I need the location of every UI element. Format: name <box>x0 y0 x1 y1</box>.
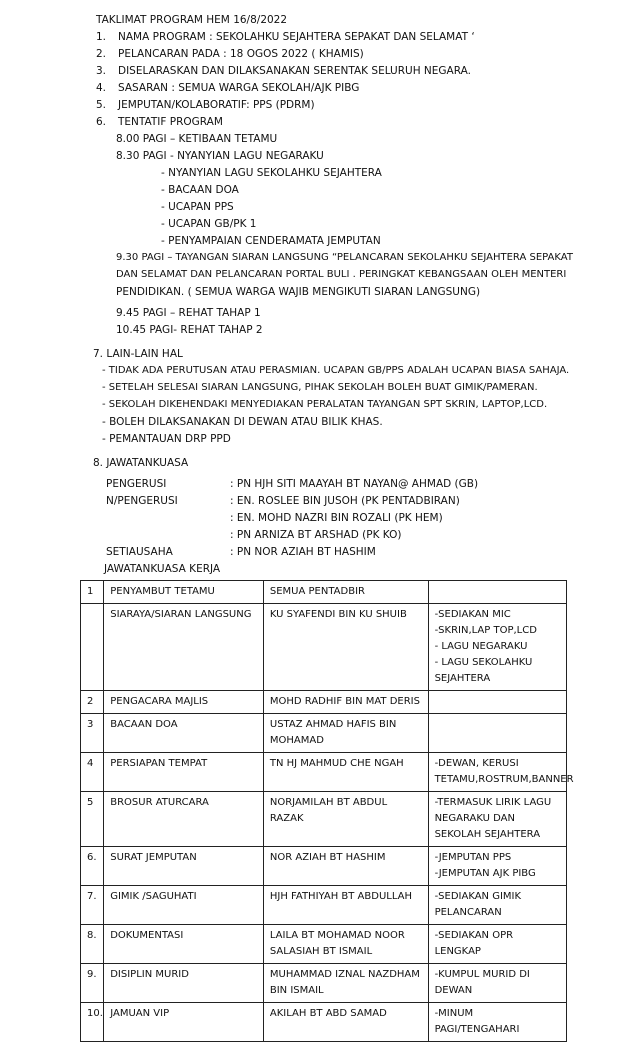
table-row <box>81 691 567 714</box>
note-line: -DEWAN, KERUSI TETAMU,ROSTRUM,BANNER <box>434 758 574 785</box>
row-number: 5 <box>81 792 104 847</box>
person-cell: KU SYAFENDI BIN KU SHUIB <box>263 604 428 691</box>
list-text: JEMPUTAN/KOLABORATIF: PPS (PDRM) <box>118 99 315 111</box>
row-number: 6. <box>81 847 104 886</box>
task-cell: PERSIAPAN TEMPAT <box>104 753 264 792</box>
tentatif-line: 9.45 PAGI – REHAT TAHAP 1 <box>116 307 261 319</box>
section-heading: 7. LAIN-LAIN HAL <box>93 348 183 360</box>
task-cell: BROSUR ATURCARA <box>104 792 264 847</box>
list-number: 4. <box>96 82 107 94</box>
section-heading: 8. JAWATANKUASA <box>93 457 189 469</box>
row-number: 9. <box>81 964 104 1003</box>
notes-cell <box>428 925 566 964</box>
note-line: -KUMPUL MURID DI DEWAN <box>434 969 530 996</box>
row-number: 2 <box>81 691 104 714</box>
committee-table <box>80 580 574 1042</box>
committee-name: : PN ARNIZA BT ARSHAD (PK KO) <box>230 529 402 541</box>
note-line: -SEDIAKAN OPR LENGKAP <box>434 930 514 957</box>
table-row <box>81 581 567 604</box>
note-line: -SEDIAKAN MIC <box>434 609 511 620</box>
person-cell: HJH FATHIYAH BT ABDULLAH <box>263 886 428 925</box>
tentatif-line: - PENYAMPAIAN CENDERAMATA JEMPUTAN <box>161 235 381 247</box>
notes-cell <box>428 964 566 1003</box>
notes-cell <box>428 691 566 714</box>
table-row <box>81 604 567 691</box>
notes-cell <box>428 792 566 847</box>
tentatif-line: - NYANYIAN LAGU SEKOLAHKU SEJAHTERA <box>161 167 382 179</box>
lain-lain-line: - PEMANTAUAN DRP PPD <box>102 433 231 445</box>
list-item <box>96 81 359 95</box>
note-line: -JEMPUTAN AJK PIBG <box>434 868 536 879</box>
committee-name: : EN. ROSLEE BIN JUSOH (PK PENTADBIRAN) <box>230 495 460 507</box>
row-number: 10. <box>81 1003 104 1042</box>
row-number: 1 <box>81 581 104 604</box>
list-item <box>96 115 223 129</box>
person-cell: LAILA BT MOHAMAD NOOR SALASIAH BT ISMAIL <box>263 925 428 964</box>
list-item <box>96 98 315 112</box>
person-cell: MOHD RADHIF BIN MAT DERIS <box>263 691 428 714</box>
list-number: 2. <box>96 48 107 60</box>
committee-role: PENGERUSI <box>106 478 167 490</box>
notes-cell <box>428 753 574 792</box>
table-row <box>81 1003 567 1042</box>
note-line: -TERMASUK LIRIK LAGU NEGARAKU DAN SEKOLAH SEJAHTERA <box>434 797 552 840</box>
list-number: 5. <box>96 99 107 111</box>
person-cell: MUHAMMAD IZNAL NAZDHAM BIN ISMAIL <box>263 964 428 1003</box>
list-item <box>96 30 475 44</box>
tentatif-line: 8.30 PAGI - NYANYIAN LAGU NEGARAKU <box>116 150 324 162</box>
committee-name: : EN. MOHD NAZRI BIN ROZALI (PK HEM) <box>230 512 443 524</box>
tentatif-line: PENDIDIKAN. ( SEMUA WARGA WAJIB MENGIKUTI SIARAN LANGSUNG) <box>116 286 481 298</box>
task-cell: SIARAYA/SIARAN LANGSUNG <box>104 604 264 691</box>
note-line: - LAGU SEKOLAHKU SEJAHTERA <box>434 657 533 684</box>
list-number: 1. <box>96 31 107 43</box>
person-cell: NORJAMILAH BT ABDUL RAZAK <box>263 792 428 847</box>
list-text: NAMA PROGRAM : SEKOLAHKU SEJAHTERA SEPAKAT DAN SELAMAT ‘ <box>118 31 475 43</box>
table-row <box>81 925 567 964</box>
note-line: -SKRIN,LAP TOP,LCD <box>434 625 537 636</box>
lain-lain-line: - TIDAK ADA PERUTUSAN ATAU PERASMIAN. UCAPAN GB/PPS ADALAH UCAPAN BIASA SAHAJA. <box>102 365 570 376</box>
task-cell: DISIPLIN MURID <box>104 964 264 1003</box>
person-cell: AKILAH BT ABD SAMAD <box>263 1003 428 1042</box>
list-text: DISELARASKAN DAN DILAKSANAKAN SERENTAK SELURUH NEGARA. <box>118 65 471 77</box>
tentatif-line: DAN SELAMAT DAN PELANCARAN PORTAL BULI . PERINGKAT KEBANGSAAN OLEH MENTERI <box>116 269 567 280</box>
list-text: PELANCARAN PADA : 18 OGOS 2022 ( KHAMIS) <box>118 48 364 60</box>
table-row <box>81 792 567 847</box>
notes-cell <box>428 886 566 925</box>
person-cell: SEMUA PENTADBIR <box>263 581 428 604</box>
task-cell: DOKUMENTASI <box>104 925 264 964</box>
list-number: 6. <box>96 116 107 128</box>
table-row <box>81 964 567 1003</box>
list-text: TENTATIF PROGRAM <box>118 116 223 128</box>
tentatif-line: 8.00 PAGI – KETIBAAN TETAMU <box>116 133 278 145</box>
lain-lain-line: - SETELAH SELESAI SIARAN LANGSUNG, PIHAK SEKOLAH BOLEH BUAT GIMIK/PAMERAN. <box>102 382 538 393</box>
row-number: 3 <box>81 714 104 753</box>
tentatif-line: - UCAPAN PPS <box>161 201 234 213</box>
notes-cell <box>428 581 566 604</box>
tentatif-line: 9.30 PAGI – TAYANGAN SIARAN LANGSUNG “PELANCARAN SEKOLAHKU SEJAHTERA SEPAKAT <box>116 252 573 263</box>
notes-cell <box>428 714 566 753</box>
task-cell: PENGACARA MAJLIS <box>104 691 264 714</box>
table-row <box>81 714 567 753</box>
task-cell: BACAAN DOA <box>104 714 264 753</box>
committee-role: SETIAUSAHA <box>106 546 173 558</box>
lain-lain-line: - BOLEH DILAKSANAKAN DI DEWAN ATAU BILIK KHAS. <box>102 416 383 428</box>
person-cell: TN HJ MAHMUD CHE NGAH <box>263 753 428 792</box>
tentatif-line: 10.45 PAGI- REHAT TAHAP 2 <box>116 324 263 336</box>
list-number: 3. <box>96 65 107 77</box>
row-number: 4 <box>81 753 104 792</box>
list-text: SASARAN : SEMUA WARGA SEKOLAH/AJK PIBG <box>118 82 360 94</box>
table-row <box>81 886 567 925</box>
committee-name: : PN NOR AZIAH BT HASHIM <box>230 546 376 558</box>
document-title: TAKLIMAT PROGRAM HEM 16/8/2022 <box>96 14 288 26</box>
list-item <box>96 64 471 78</box>
note-line: -MINUM PAGI/TENGAHARI <box>434 1008 520 1035</box>
tentatif-line: - BACAAN DOA <box>161 184 239 196</box>
note-line: -JEMPUTAN PPS <box>434 852 512 863</box>
lain-lain-line: - SEKOLAH DIKEHENDAKI MENYEDIAKAN PERALATAN TAYANGAN SPT SKRIN, LAPTOP,LCD. <box>102 399 548 410</box>
committee-kerja-label: JAWATANKUASA KERJA <box>104 563 221 575</box>
row-number: 8. <box>81 925 104 964</box>
row-number <box>81 604 104 691</box>
task-cell: GIMIK /SAGUHATI <box>104 886 264 925</box>
person-cell: USTAZ AHMAD HAFIS BIN MOHAMAD <box>263 714 428 753</box>
note-line: -SEDIAKAN GIMIK PELANCARAN <box>434 891 522 918</box>
table-row <box>81 753 567 792</box>
row-number: 7. <box>81 886 104 925</box>
notes-cell <box>428 604 566 691</box>
notes-cell <box>428 1003 566 1042</box>
note-line: - LAGU NEGARAKU <box>434 641 528 652</box>
committee-name: : PN HJH SITI MAAYAH BT NAYAN@ AHMAD (GB) <box>230 478 479 490</box>
tentatif-line: - UCAPAN GB/PK 1 <box>161 218 257 230</box>
committee-role: N/PENGERUSI <box>106 495 178 507</box>
task-cell: SURAT JEMPUTAN <box>104 847 264 886</box>
task-cell: PENYAMBUT TETAMU <box>104 581 264 604</box>
table-row <box>81 847 567 886</box>
notes-cell <box>428 847 566 886</box>
person-cell: NOR AZIAH BT HASHIM <box>263 847 428 886</box>
task-cell: JAMUAN VIP <box>104 1003 264 1042</box>
list-item <box>96 47 364 61</box>
